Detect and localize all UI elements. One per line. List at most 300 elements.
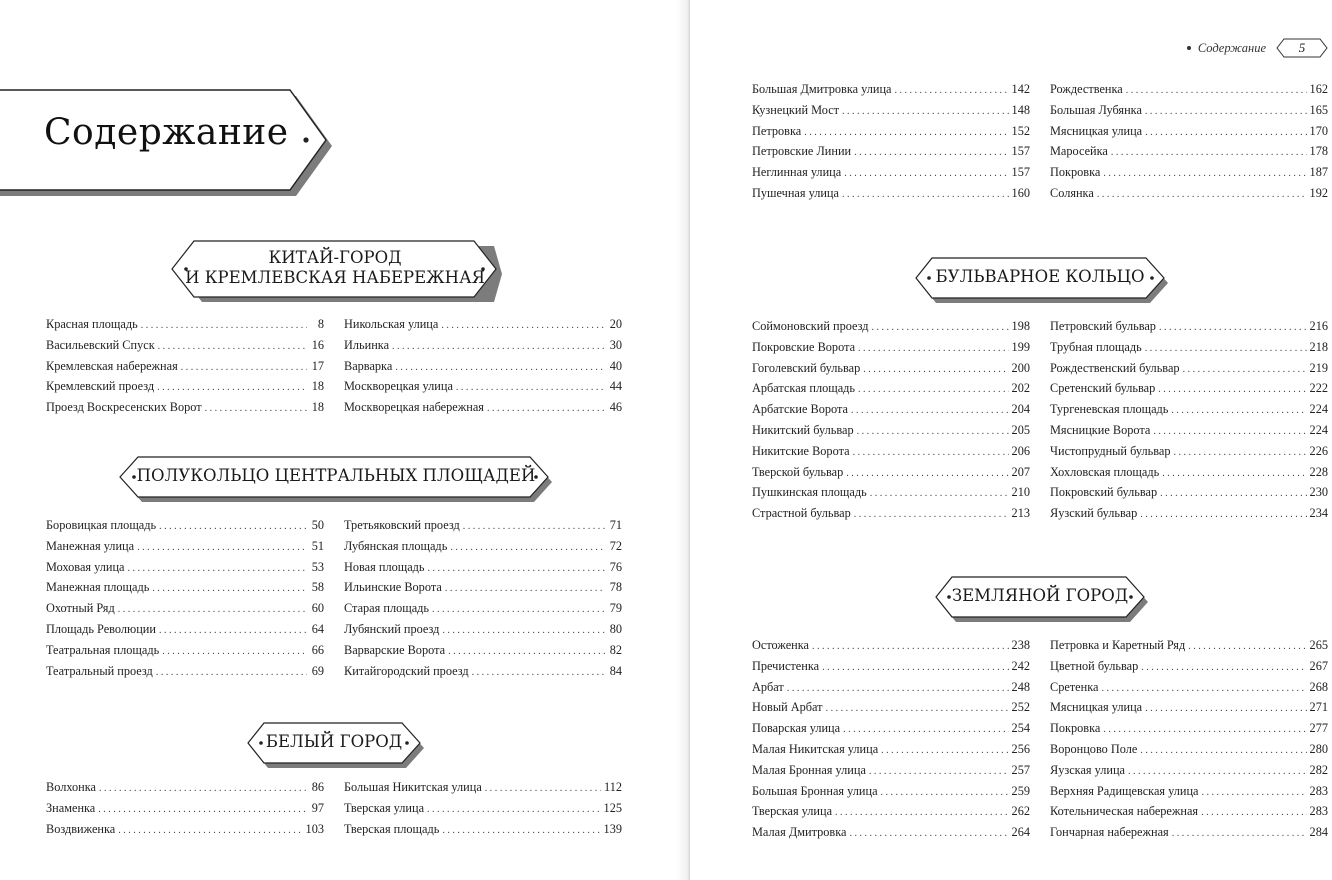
toc-entry-title: Пречистенка: [752, 658, 820, 673]
toc-entry-title: Мясницкая улица: [1050, 700, 1143, 715]
toc-entry[interactable]: [344, 338, 622, 359]
dot-leader: [205, 403, 307, 414]
dot-leader: [445, 583, 605, 594]
dot-leader: [487, 403, 605, 414]
toc-entry[interactable]: [1050, 659, 1328, 680]
toc-entry-title: Сретенка: [1050, 679, 1099, 694]
toc-entry[interactable]: [1050, 381, 1328, 402]
toc-entry[interactable]: [1050, 825, 1328, 846]
dot-leader: [1097, 189, 1307, 200]
toc-entry-title: Пушечная улица: [752, 185, 839, 200]
toc-entry[interactable]: [752, 361, 1030, 382]
toc-entry-page: 200: [1011, 360, 1030, 375]
dot-leader: [427, 804, 601, 815]
dot-leader: [428, 563, 605, 574]
toc-entry-page: 30: [609, 337, 622, 352]
dot-leader: [1111, 147, 1307, 158]
toc-entry-title: Арбатские Ворота: [752, 402, 848, 417]
dot-leader: [853, 447, 1009, 458]
toc-entry-title: Никитский бульвар: [752, 422, 854, 437]
toc-entry[interactable]: [46, 801, 324, 822]
dot-leader: [1145, 106, 1307, 117]
dot-leader: [98, 804, 307, 815]
toc-entry[interactable]: [344, 379, 622, 400]
toc-entry-page: 277: [1309, 721, 1328, 736]
toc-entry-page: 213: [1011, 506, 1030, 521]
toc-entry-title: Манежная площадь: [46, 580, 150, 595]
section-plaque-polukoltso: [120, 456, 552, 502]
toc-entry[interactable]: [752, 165, 1030, 186]
toc-entry[interactable]: [1050, 638, 1328, 659]
toc-entry-title: Петровка и Каретный Ряд: [1050, 638, 1186, 652]
toc-entry-title: Охотный Ряд: [46, 601, 115, 616]
toc-entry[interactable]: [1050, 506, 1328, 527]
toc-entry[interactable]: [46, 359, 324, 380]
toc-entry[interactable]: [752, 680, 1030, 701]
toc-entry[interactable]: [1050, 165, 1328, 186]
dot-leader: [1159, 322, 1307, 333]
dot-leader: [118, 604, 307, 615]
toc-entry[interactable]: [752, 638, 1030, 659]
toc-entry-title: Арбат: [752, 679, 784, 694]
toc-entry-title: Хохловская площадь: [1050, 464, 1160, 479]
toc-column: [1050, 638, 1328, 846]
toc-entry[interactable]: [46, 338, 324, 359]
toc-entry-title: Васильевский Спуск: [46, 337, 155, 352]
section-plaque-bulvar: [916, 257, 1168, 303]
toc-entry-page: 69: [311, 663, 324, 678]
dot-leader: [804, 127, 1008, 138]
toc-entry[interactable]: [752, 103, 1030, 124]
toc-entry-title: Верхняя Радищевская улица: [1050, 783, 1199, 798]
toc-entry-page: 157: [1011, 144, 1030, 159]
dot-leader: [1202, 787, 1307, 798]
toc-entry-title: Покровка: [1050, 165, 1101, 180]
dot-leader: [1162, 468, 1306, 479]
toc-entry-title: Третьяковский проезд: [344, 518, 460, 532]
dot-leader: [881, 787, 1009, 798]
dot-leader: [869, 766, 1009, 777]
dot-leader: [1145, 703, 1306, 714]
toc-entry-title: Ильинка: [344, 337, 390, 352]
dot-leader: [842, 106, 1009, 117]
toc-entry-title: Солянка: [1050, 185, 1094, 200]
toc-entry[interactable]: [46, 379, 324, 400]
toc-entry-title: Никитские Ворота: [752, 443, 850, 458]
dot-leader: [152, 583, 307, 594]
toc-entry-title: Волхонка: [46, 780, 96, 794]
dot-leader: [1158, 384, 1306, 395]
toc-entry-page: 20: [609, 317, 622, 331]
running-header: [1187, 36, 1328, 60]
toc-entry-page: 84: [609, 663, 622, 678]
dot-leader: [392, 341, 605, 352]
toc-entry-page: 192: [1309, 185, 1328, 200]
toc-column: [46, 317, 324, 421]
toc-entry-page: 103: [305, 821, 324, 836]
toc-entry-page: 76: [609, 559, 622, 574]
toc-entry[interactable]: [752, 763, 1030, 784]
dot-leader: [137, 542, 307, 553]
toc-entry-page: 51: [311, 538, 324, 553]
toc-entry[interactable]: [1050, 423, 1328, 444]
toc-entry-title: Никольская улица: [344, 317, 439, 331]
toc-entry-page: 267: [1309, 658, 1328, 673]
dot-leader: [485, 783, 601, 794]
toc-entry[interactable]: [752, 319, 1030, 340]
toc-entry-title: Манежная улица: [46, 538, 135, 553]
toc-entry-title: Малая Никитская улица: [752, 741, 879, 756]
toc-entry[interactable]: [1050, 361, 1328, 382]
toc-entry-page: 284: [1309, 825, 1328, 840]
toc-entry[interactable]: [752, 659, 1030, 680]
toc-entry-page: 97: [311, 800, 324, 815]
dot-leader: [1103, 724, 1306, 735]
toc-entry-title: Яузский бульвар: [1050, 506, 1138, 521]
toc-entry-title: Поварская улица: [752, 721, 841, 736]
toc-entry-title: Трубная площадь: [1050, 339, 1142, 354]
toc-entry-title: Яузская улица: [1050, 762, 1126, 777]
dot-leader: [1183, 364, 1307, 375]
toc-column: [46, 518, 324, 684]
section-title-polukoltso: ПОЛУКОЛЬЦО ЦЕНТРАЛЬНЫХ ПЛОЩАДЕЙ: [136, 466, 536, 485]
dot-leader: [1153, 426, 1306, 437]
toc-entry[interactable]: [752, 340, 1030, 361]
toc-entry[interactable]: [1050, 485, 1328, 506]
toc-entry[interactable]: [752, 721, 1030, 742]
toc-entry-page: 262: [1011, 804, 1030, 819]
toc-entry[interactable]: [1050, 340, 1328, 361]
toc-entry-title: Рождественка: [1050, 82, 1123, 96]
toc-entry-page: 252: [1011, 700, 1030, 715]
toc-entry-title: Театральная площадь: [46, 642, 160, 657]
dot-leader: [1145, 127, 1306, 138]
toc-entry[interactable]: [752, 506, 1030, 527]
toc-entry[interactable]: [752, 742, 1030, 763]
dot-leader: [395, 362, 605, 373]
toc-entry-page: 282: [1309, 762, 1328, 777]
dot-leader: [1140, 509, 1306, 520]
toc-entry-title: Котельническая набережная: [1050, 804, 1199, 819]
page-number: 5: [1298, 40, 1306, 55]
toc-column: [1050, 82, 1328, 207]
dot-leader: [1145, 343, 1307, 354]
toc-entry-title: Большая Бронная улица: [752, 783, 878, 798]
toc-column: [752, 319, 1030, 527]
toc-entry[interactable]: [752, 444, 1030, 465]
toc-entry-page: 254: [1011, 721, 1030, 736]
toc-entry-title: Петровка: [752, 123, 802, 138]
toc-entry[interactable]: [46, 560, 324, 581]
dot-leader: [787, 683, 1009, 694]
toc-entry-title: Моховая улица: [46, 559, 125, 574]
toc-entry-title: Остоженка: [752, 638, 810, 652]
dot-leader: [1173, 447, 1306, 458]
toc-entry[interactable]: [46, 400, 324, 421]
toc-entry-title: Тверской бульвар: [752, 464, 844, 479]
toc-entry-page: 46: [609, 400, 622, 415]
toc-entry-title: Новый Арбат: [752, 700, 823, 715]
toc-entry-page: 162: [1309, 82, 1328, 96]
dot-leader: [870, 488, 1009, 499]
toc-entry-page: 72: [609, 538, 622, 553]
toc-entry-page: 257: [1011, 762, 1030, 777]
toc-entry[interactable]: [1050, 700, 1328, 721]
toc-column: [344, 780, 622, 842]
toc-entry[interactable]: [752, 700, 1030, 721]
toc-entry-title: Площадь Революции: [46, 621, 156, 636]
toc-entry[interactable]: [752, 485, 1030, 506]
toc-entry[interactable]: [1050, 124, 1328, 145]
toc-entry[interactable]: [752, 381, 1030, 402]
toc-entry[interactable]: [1050, 763, 1328, 784]
dot-leader: [863, 364, 1008, 375]
toc-entry-page: 50: [311, 518, 324, 532]
toc-entry-title: Арбатская площадь: [752, 381, 856, 396]
toc-entry-title: Покровка: [1050, 721, 1101, 736]
section-plaque-bely: [248, 722, 424, 768]
toc-entry[interactable]: [344, 780, 622, 801]
toc-entry-page: 202: [1011, 381, 1030, 396]
toc-entry-page: 44: [609, 379, 622, 394]
running-title: Содержание: [1197, 40, 1266, 55]
toc-entry[interactable]: [752, 465, 1030, 486]
dot-leader: [835, 807, 1009, 818]
dot-leader: [858, 384, 1009, 395]
toc-entry-page: 178: [1309, 144, 1328, 159]
toc-entry-title: Кремлевская набережная: [46, 358, 178, 373]
toc-entry-page: 264: [1011, 825, 1030, 840]
section-title-bely: БЕЛЫЙ ГОРОД: [265, 732, 403, 751]
toc-column: [752, 82, 1030, 207]
section-plaque-zemlyanoy: [936, 576, 1148, 622]
toc-entry[interactable]: [1050, 804, 1328, 825]
toc-entry[interactable]: [752, 804, 1030, 825]
toc-entry-title: Старая площадь: [344, 601, 430, 616]
toc-entry[interactable]: [752, 82, 1030, 103]
toc-entry[interactable]: [752, 186, 1030, 207]
toc-entry-title: Тверская улица: [344, 800, 425, 815]
dot-leader: [846, 468, 1008, 479]
dot-leader: [128, 563, 308, 574]
toc-entry-title: Гончарная набережная: [1050, 825, 1169, 840]
page-number-tag: [1276, 37, 1328, 59]
toc-entry-title: Лубянский проезд: [344, 621, 440, 636]
main-title-plaque: [0, 88, 336, 200]
toc-entry-page: 18: [311, 400, 324, 415]
toc-entry-page: 206: [1011, 443, 1030, 458]
toc-entry-title: Пушкинская площадь: [752, 485, 867, 500]
toc-entry[interactable]: [752, 825, 1030, 846]
dot-leader: [854, 509, 1009, 520]
toc-entry-title: Тверская улица: [752, 804, 833, 819]
toc-entry[interactable]: [46, 643, 324, 664]
toc-entry[interactable]: [1050, 82, 1328, 103]
toc-entry[interactable]: [46, 539, 324, 560]
toc-entry-title: Москворецкая улица: [344, 379, 453, 394]
toc-entry-page: 242: [1011, 658, 1030, 673]
toc-entry-title: Рождественский бульвар: [1050, 360, 1180, 375]
dot-leader: [1171, 405, 1306, 416]
toc-entry-title: Мясницкая улица: [1050, 123, 1143, 138]
dot-leader: [162, 646, 307, 657]
dot-leader: [881, 745, 1008, 756]
toc-entry-page: 112: [604, 780, 622, 794]
section-title-zemlyanoy: ЗЕМЛЯНОЙ ГОРОД: [951, 586, 1129, 605]
toc-entry-page: 16: [311, 337, 324, 352]
dot-leader: [159, 625, 307, 636]
toc-entry-page: 224: [1309, 402, 1328, 417]
toc-entry[interactable]: [46, 622, 324, 643]
dot-leader: [118, 825, 302, 836]
toc-entry[interactable]: [1050, 721, 1328, 742]
toc-entry-title: Новая площадь: [344, 559, 425, 574]
toc-entry[interactable]: [46, 780, 324, 801]
toc-entry-page: 230: [1309, 485, 1328, 500]
toc-entry[interactable]: [1050, 186, 1328, 207]
toc-entry-title: Малая Дмитровка: [752, 825, 847, 840]
toc-entry-page: 71: [609, 518, 622, 532]
toc-entry[interactable]: [1050, 144, 1328, 165]
toc-entry[interactable]: [752, 423, 1030, 444]
dot-leader: [441, 320, 605, 331]
dot-leader: [858, 343, 1009, 354]
toc-entry[interactable]: [344, 601, 622, 622]
toc-entry[interactable]: [46, 822, 324, 843]
dot-leader: [1172, 828, 1307, 839]
toc-entry[interactable]: [1050, 465, 1328, 486]
toc-entry[interactable]: [752, 124, 1030, 145]
toc-entry[interactable]: [1050, 103, 1328, 124]
toc-entry[interactable]: [344, 643, 622, 664]
toc-entry[interactable]: [1050, 742, 1328, 763]
toc-entry[interactable]: [46, 317, 324, 338]
toc-entry-title: Тверская площадь: [344, 821, 440, 836]
toc-entry[interactable]: [344, 317, 622, 338]
toc-entry-title: Тургеневская площадь: [1050, 402, 1169, 417]
toc-entry[interactable]: [344, 400, 622, 421]
toc-entry-page: 148: [1011, 102, 1030, 117]
section-title-line1: КИТАЙ-ГОРОД: [268, 248, 402, 267]
toc-entry-title: Кремлевский проезд: [46, 379, 155, 394]
toc-entry-title: Проезд Воскресенских Ворот: [46, 400, 202, 415]
toc-entry[interactable]: [1050, 402, 1328, 423]
toc-entry-title: Красная площадь: [46, 317, 138, 331]
toc-entry-title: Мясницкие Ворота: [1050, 422, 1151, 437]
toc-entry[interactable]: [344, 664, 622, 685]
dot-leader: [844, 168, 1008, 179]
toc-entry[interactable]: [344, 359, 622, 380]
toc-entry[interactable]: [1050, 784, 1328, 805]
dot-leader: [1103, 168, 1306, 179]
toc-entry[interactable]: [1050, 444, 1328, 465]
dot-leader: [158, 341, 307, 352]
dot-leader: [456, 382, 605, 393]
toc-column: [752, 638, 1030, 846]
toc-entry-page: 256: [1011, 741, 1030, 756]
toc-column: [1050, 319, 1328, 527]
dot-leader: [857, 426, 1009, 437]
toc-entry-title: Маросейка: [1050, 144, 1108, 159]
toc-entry-title: Петровский бульвар: [1050, 319, 1156, 333]
toc-entry-title: Соймоновский проезд: [752, 319, 869, 333]
toc-entry[interactable]: [344, 539, 622, 560]
page-title: Содержание: [44, 112, 289, 153]
toc-entry-page: 53: [311, 559, 324, 574]
dot-leader: [1126, 85, 1307, 96]
toc-entry-title: Воронцово Поле: [1050, 741, 1138, 756]
toc-entry-title: Чистопрудный бульвар: [1050, 443, 1171, 458]
dot-leader: [1141, 662, 1306, 673]
toc-entry-page: 64: [311, 621, 324, 636]
toc-entry-page: 58: [311, 580, 324, 595]
toc-entry[interactable]: [344, 518, 622, 539]
toc-entry-title: Малая Бронная улица: [752, 762, 866, 777]
dot-leader: [851, 405, 1009, 416]
toc-entry-title: Большая Никитская улица: [344, 780, 482, 794]
dot-leader: [826, 703, 1009, 714]
dot-leader: [822, 662, 1008, 673]
toc-entry[interactable]: [46, 601, 324, 622]
toc-entry-page: 80: [609, 621, 622, 636]
toc-entry[interactable]: [344, 801, 622, 822]
toc-entry[interactable]: [46, 664, 324, 685]
toc-entry[interactable]: [1050, 680, 1328, 701]
toc-entry-title: Сретенский бульвар: [1050, 381, 1156, 396]
toc-entry-page: 207: [1011, 464, 1030, 479]
dot-leader: [156, 667, 307, 678]
toc-entry-page: 205: [1011, 422, 1030, 437]
toc-entry[interactable]: [46, 580, 324, 601]
dot-leader: [843, 724, 1008, 735]
toc-entry-page: 234: [1309, 506, 1328, 521]
toc-entry[interactable]: [344, 560, 622, 581]
toc-entry-page: 170: [1309, 123, 1328, 138]
toc-entry-page: 165: [1309, 102, 1328, 117]
toc-entry-title: Знаменка: [46, 800, 96, 815]
dot-leader: [1188, 641, 1306, 652]
toc-entry-page: 40: [609, 358, 622, 373]
toc-entry-page: 271: [1309, 700, 1328, 715]
toc-entry-page: 8: [317, 317, 324, 331]
toc-entry-page: 198: [1011, 319, 1030, 333]
toc-entry-page: 66: [311, 642, 324, 657]
toc-entry[interactable]: [1050, 319, 1328, 340]
toc-entry[interactable]: [752, 144, 1030, 165]
toc-entry-page: 228: [1309, 464, 1328, 479]
toc-entry[interactable]: [344, 580, 622, 601]
dot-leader: [99, 783, 307, 794]
toc-entry-page: 226: [1309, 443, 1328, 458]
dot-leader: [181, 362, 307, 373]
dot-leader: [812, 641, 1009, 652]
dot-leader: [472, 667, 605, 678]
toc-entry-title: Большая Лубянка: [1050, 102, 1142, 117]
toc-entry-page: 222: [1309, 381, 1328, 396]
toc-entry[interactable]: [344, 622, 622, 643]
toc-entry-title: Лубянская площадь: [344, 538, 448, 553]
toc-entry-title: Гоголевский бульвар: [752, 360, 861, 375]
section-title-line2: И КРЕМЛЕВСКАЯ НАБЕРЕЖНАЯ: [185, 268, 485, 287]
toc-entry[interactable]: [344, 822, 622, 843]
toc-entry-title: Большая Дмитровка улица: [752, 82, 892, 96]
dot-leader: [849, 828, 1008, 839]
toc-entry[interactable]: [752, 402, 1030, 423]
toc-entry[interactable]: [752, 784, 1030, 805]
dot-leader: [450, 542, 605, 553]
toc-entry[interactable]: [46, 518, 324, 539]
toc-entry-page: 18: [311, 379, 324, 394]
